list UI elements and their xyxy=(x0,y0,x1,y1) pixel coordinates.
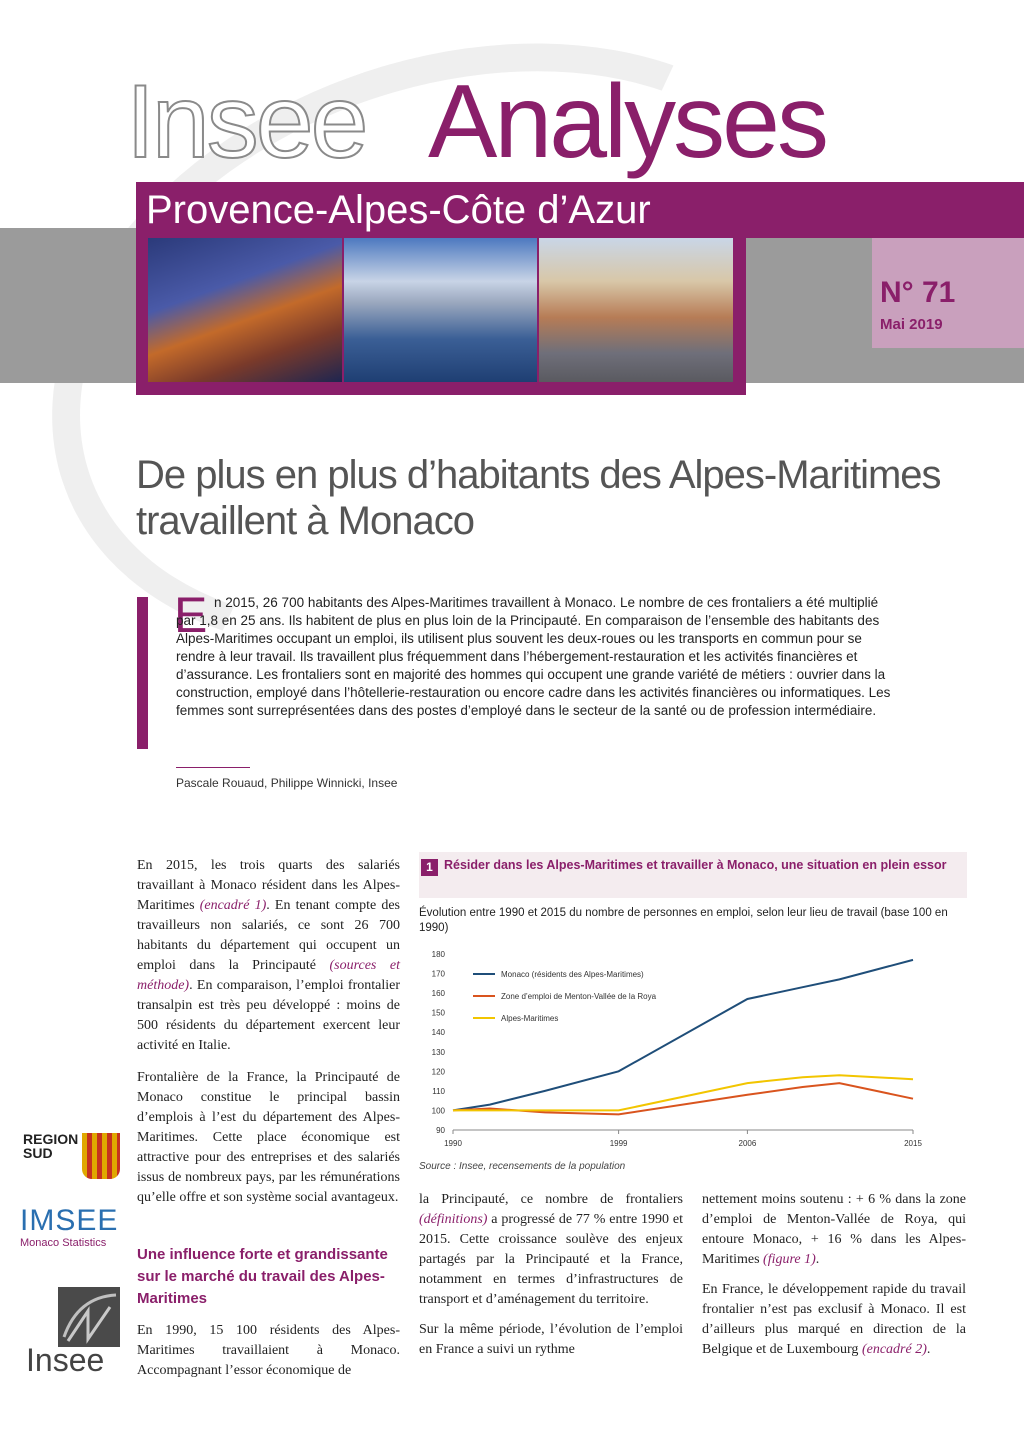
body-text: . En tenant compte des travailleurs non salariés, ce sont 26 700 habitants du département qui occupent un emploi dans la Principauté xyxy=(137,898,400,973)
x-tick-label: 1990 xyxy=(444,1139,462,1148)
region-name: Provence-Alpes-Côte d’Azur xyxy=(146,188,651,232)
issue-number: N° 71 xyxy=(880,276,956,309)
body-text: nettement moins soutenu : + 6 % dans la zone d’emploi de Menton-Vallée de Roya, qui entoure Monaco, + 16 % dans les Alpes-Maritimes xyxy=(702,1192,966,1267)
logo-insee-word: Insee xyxy=(126,64,366,180)
y-tick-label: 180 xyxy=(431,950,445,959)
imsee-logo: IMSEE xyxy=(20,1204,119,1237)
region-sud-shield-icon xyxy=(82,1133,120,1179)
region-sud-logo-text: REGION SUD xyxy=(23,1131,79,1161)
abstract-text: n 2015, 26 700 habitants des Alpes-Maritimes travaillent à Monaco. Le nombre de ces frontaliers a été multiplié par 1,8 en 25 ans. Ils habitent de plus en plus loin de la Principauté. En comparaison de l’ensemble des habitants des Alpes-Maritimes occupant un emploi, ils utilisent plus souvent les deux-roues ou les transports en commun pour se rendre à leur travail. Ils travaillent plus fréquemment dans l’hébergement-restauration et les activités financières et d’assurance. Les frontaliers sont en majorité des hommes qui occupent une grande variété de métiers : ouvrier dans la construction, employé dans l’hôtellerie-restauration ou encore cadre dans les activités financières ou informatiques. Les femmes sont surreprésentées dans des postes d’employé dans le secteur de la santé ou de profession intermédiaire. xyxy=(176,595,891,718)
imsee-logo-subtitle: Monaco Statistics xyxy=(20,1237,107,1249)
photo-harbour-promenade xyxy=(539,238,733,382)
body-paragraph-1 xyxy=(137,856,400,1056)
body-column-3 xyxy=(702,1190,966,1370)
link-figure-1[interactable]: (figure 1) xyxy=(763,1252,816,1267)
y-tick-label: 100 xyxy=(431,1106,445,1116)
abstract-accent-bar xyxy=(137,597,148,749)
line-chart xyxy=(419,944,967,1154)
figure-source: Source : Insee, recensements de la population xyxy=(419,1161,626,1172)
body-text: . xyxy=(815,1252,820,1267)
photo-mountains-sea xyxy=(344,238,537,382)
body-paragraph-2: Frontalière de la France, la Principauté de Monaco constitue le principal bassin d’emplois à l’est du département des Alpes-Maritimes. Cette place économique est attractive pour des entreprises et des salariés issus de nombreux pays, par les rémunérations qu’elle offre et son système social avantageux. xyxy=(137,1070,400,1205)
legend-label-1: Monaco (résidents des Alpes-Maritimes) xyxy=(501,970,644,979)
legend-label-2: Zone d’emploi de Menton-Vallée de la Roya xyxy=(501,992,657,1001)
y-tick-label: 120 xyxy=(431,1067,445,1077)
insee-logo-text: Insee xyxy=(26,1342,105,1378)
insee-logo-icon xyxy=(58,1287,120,1347)
body-text: En 2015, les trois quarts des salariés travaillant à Monaco résident dans les Alpes-Maritimes xyxy=(137,858,400,913)
authors-rule xyxy=(176,767,250,768)
y-tick-label: 160 xyxy=(431,989,445,999)
logo-analyses-word: Analyses xyxy=(428,64,826,180)
x-tick-label: 1999 xyxy=(609,1139,628,1148)
figure-number: 1 xyxy=(421,859,438,876)
body-text: . En comparaison, l’emploi frontalier transalpin est très peu développé : moins de 500 résidents du département exercent leur activité en Italie. xyxy=(137,978,400,1053)
y-tick-label: 140 xyxy=(431,1028,445,1038)
article-title: De plus en plus d’habitants des Alpes-Maritimes travaillent à Monaco xyxy=(136,453,941,543)
link-definitions[interactable]: (définitions) xyxy=(419,1212,488,1227)
y-tick-label: 90 xyxy=(436,1126,445,1135)
link-sources-methode[interactable]: (sources et méthode) xyxy=(137,958,400,993)
section-heading: Une influence forte et grandissante sur le marché du travail des Alpes-Maritimes xyxy=(137,1246,388,1307)
y-tick-label: 150 xyxy=(431,1008,445,1018)
series-line-1 xyxy=(453,960,913,1111)
authors: Pascale Rouaud, Philippe Winnicki, Insee xyxy=(176,776,398,790)
y-tick-label: 130 xyxy=(431,1047,445,1057)
body-text: la Principauté, ce nombre de frontaliers xyxy=(419,1192,683,1207)
issue-date: Mai 2019 xyxy=(880,316,943,333)
x-tick-label: 2015 xyxy=(904,1139,922,1148)
body-text: Sur la même période, l’évolution de l’emploi en France a suivi un rythme xyxy=(419,1322,683,1357)
link-encadre-1[interactable]: (encadré 1) xyxy=(199,898,267,913)
figure-title: Résider dans les Alpes-Maritimes et travailler à Monaco, une situation en plein essor xyxy=(444,858,947,872)
y-tick-label: 170 xyxy=(431,969,445,979)
body-text: a progressé de 77 % entre 1990 et 2015. Cette croissance soulève des enjeux partagés par la Principauté et la France, notamment en termes d’infrastructures de transport et d’aménagement du territoire. xyxy=(419,1212,683,1307)
photo-port-cranes xyxy=(148,238,342,382)
link-encadre-2[interactable]: (encadré 2) xyxy=(861,1342,927,1357)
y-tick-label: 110 xyxy=(432,1086,445,1096)
abstract-dropcap: E xyxy=(174,587,208,643)
figure-subtitle: Évolution entre 1990 et 2015 du nombre de personnes en emploi, selon leur lieu de travail (base 100 en 1990) xyxy=(419,907,948,934)
body-text: En France, le développement rapide du travail frontalier n’est pas exclusif à Monaco. Il est d’ailleurs plus marqué en direction de la Belgique et de Luxembourg xyxy=(702,1282,966,1357)
body-text: . xyxy=(926,1342,931,1357)
x-tick-label: 2006 xyxy=(738,1139,757,1148)
legend-label-3: Alpes-Maritimes xyxy=(501,1014,559,1023)
body-paragraph-3: En 1990, 15 100 résidents des Alpes-Maritimes travaillaient à Monaco. Accompagnant l’essor économique de xyxy=(137,1323,400,1378)
body-column-2 xyxy=(419,1190,683,1370)
